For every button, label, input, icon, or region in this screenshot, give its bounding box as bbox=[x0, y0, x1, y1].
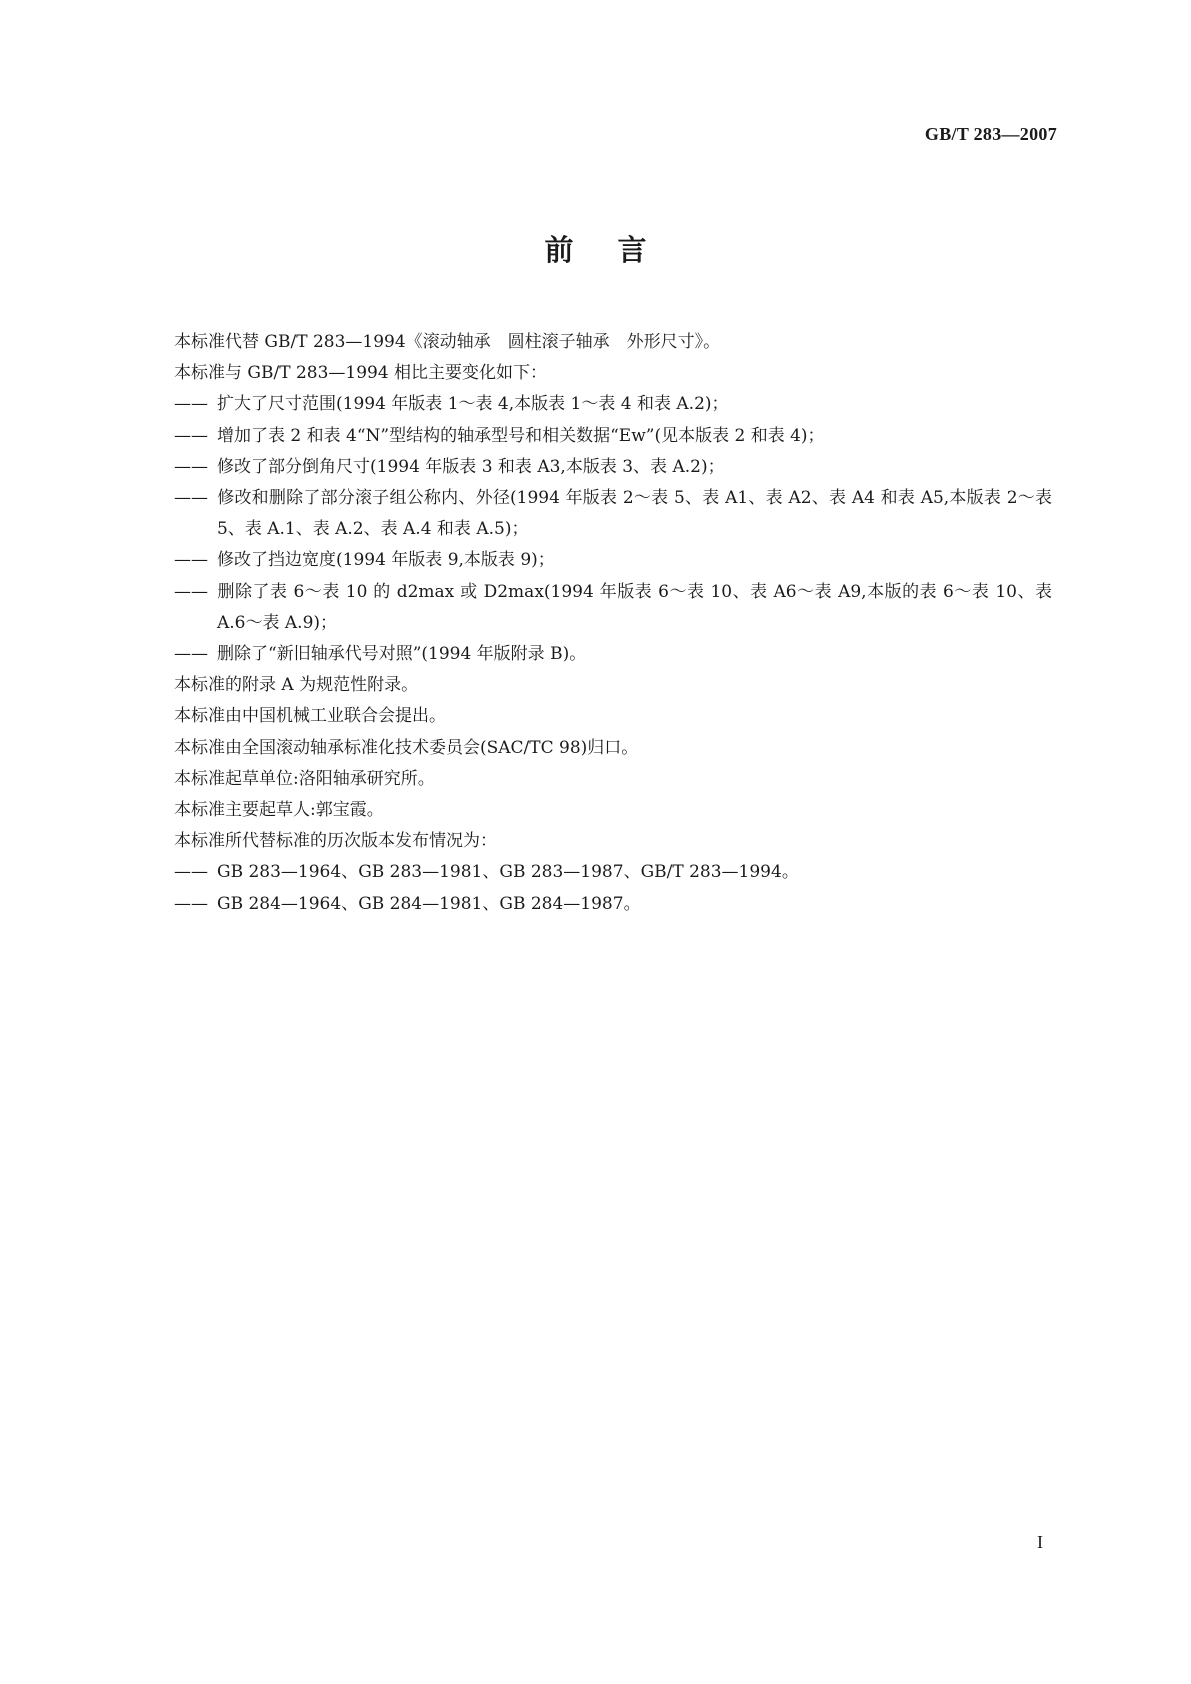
dash-marker: —— bbox=[174, 550, 208, 571]
para-changes-intro: 本标准与 GB/T 283—1994 相比主要变化如下： bbox=[174, 363, 548, 384]
history-item bbox=[174, 857, 1052, 888]
dash-marker: —— bbox=[174, 862, 208, 883]
dash-marker: —— bbox=[174, 644, 208, 665]
change-item-text: 删除了“新旧轴承代号对照”(1994 年版附录 B)。 bbox=[217, 644, 587, 665]
history-item-text: GB 284—1964、GB 284—1981、GB 284—1987。 bbox=[217, 893, 641, 914]
para-drafter: 本标准主要起草人:郭宝霞。 bbox=[174, 800, 384, 821]
dash-marker: —— bbox=[174, 394, 208, 415]
para-proposer: 本标准由中国机械工业联合会提出。 bbox=[174, 706, 446, 727]
change-item-text: 扩大了尺寸范围(1994 年版表 1～表 4,本版表 1～表 4 和表 A.2)； bbox=[217, 394, 729, 415]
dash-marker: —— bbox=[174, 456, 208, 477]
change-item bbox=[174, 389, 1052, 420]
change-item bbox=[174, 639, 1052, 670]
change-item-text: 删除了表 6～表 10 的 d2max 或 D2max(1994 年版表 6～表 10、表 A6～表 A9,本版的表 6～表 10、表 A.6～表 A.9)； bbox=[217, 581, 1052, 633]
change-item-text: 修改了部分倒角尺寸(1994 年版表 3 和表 A3,本版表 3、表 A.2)； bbox=[217, 456, 725, 477]
dash-marker: —— bbox=[174, 488, 208, 509]
change-item-text: 修改了挡边宽度(1994 年版表 9,本版表 9)； bbox=[217, 550, 555, 571]
dash-marker: —— bbox=[174, 893, 208, 914]
change-item-text: 修改和删除了部分滚子组公称内、外径(1994 年版表 2～表 5、表 A1、表 A2、表 A4 和表 A5,本版表 2～表 5、表 A.1、表 A.2、表 A.4 和表 A.5)； bbox=[217, 488, 1052, 540]
history-item bbox=[174, 889, 1052, 920]
change-item bbox=[174, 545, 1052, 576]
change-item-text: 增加了表 2 和表 4“N”型结构的轴承型号和相关数据“Ew”(见本版表 2 和表 4)； bbox=[217, 425, 825, 446]
dash-marker: —— bbox=[174, 425, 208, 446]
para-replaces: 本标准代替 GB/T 283—1994《滚动轴承 圆柱滚子轴承 外形尺寸》。 bbox=[174, 332, 721, 352]
change-item bbox=[174, 452, 1052, 483]
para-drafting-unit: 本标准起草单位:洛阳轴承研究所。 bbox=[174, 768, 435, 789]
para-appendix: 本标准的附录 A 为规范性附录。 bbox=[174, 675, 419, 696]
page-title: 前言 bbox=[544, 233, 691, 267]
para-committee: 本标准由全国滚动轴承标准化技术委员会(SAC/TC 98)归口。 bbox=[174, 737, 639, 758]
change-item bbox=[174, 421, 1052, 452]
change-item bbox=[174, 577, 1052, 639]
change-item bbox=[174, 483, 1052, 545]
document-body bbox=[174, 327, 1052, 920]
history-item-text: GB 283—1964、GB 283—1981、GB 283—1987、GB/T 283—1994。 bbox=[217, 862, 799, 883]
para-history-intro: 本标准所代替标准的历次版本发布情况为： bbox=[174, 831, 497, 852]
page-number: I bbox=[1037, 1532, 1043, 1552]
standard-code: GB/T 283—2007 bbox=[924, 124, 1057, 144]
dash-marker: —— bbox=[174, 581, 208, 602]
